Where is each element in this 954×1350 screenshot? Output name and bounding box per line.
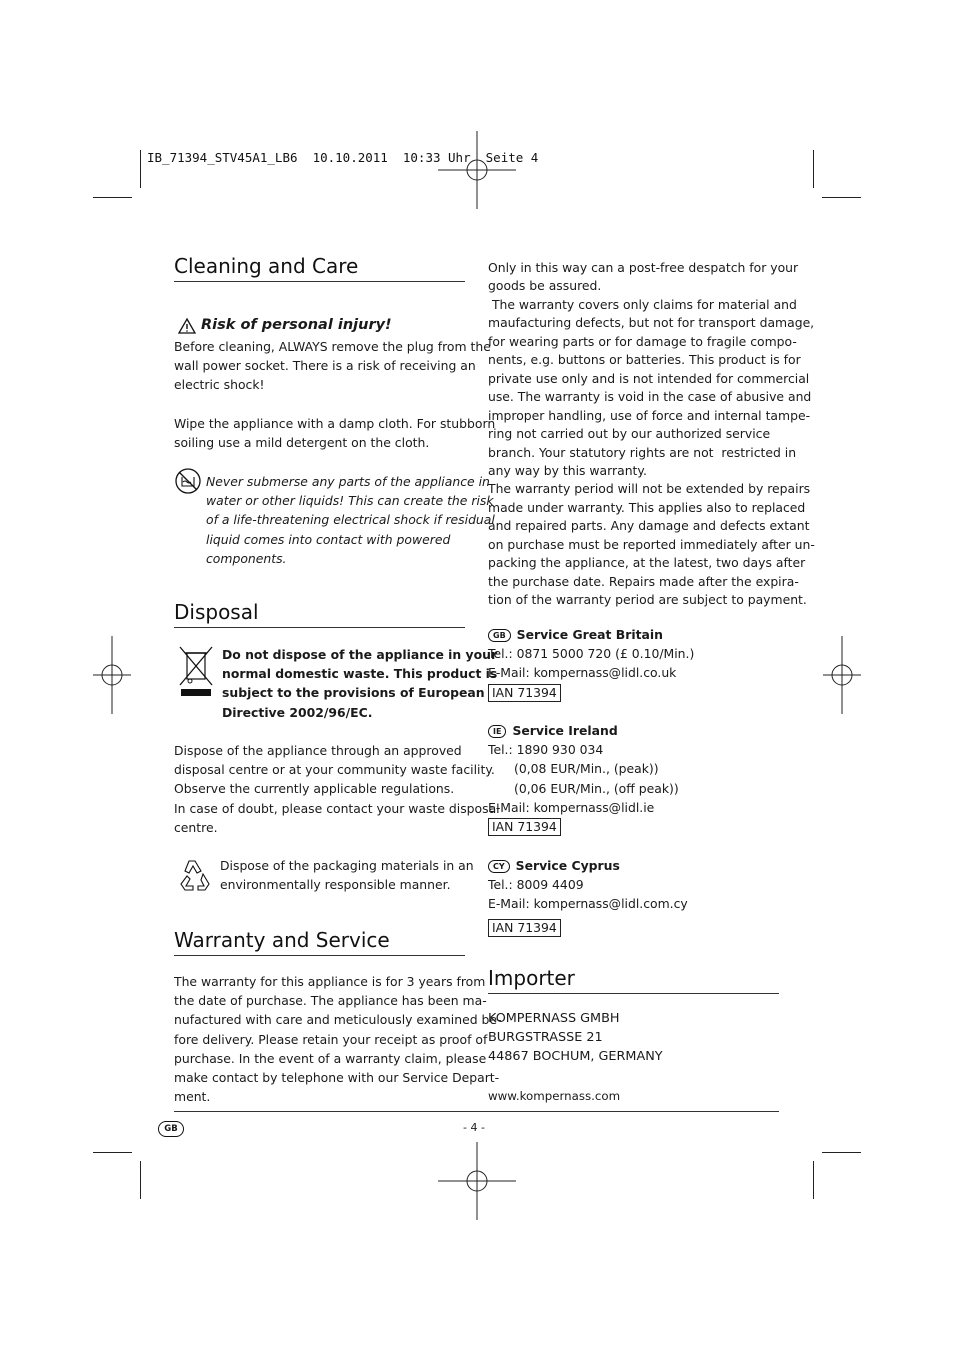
section-rule (174, 281, 465, 282)
section-rule (488, 993, 779, 994)
ian-box: IAN 71394 (488, 818, 561, 836)
crop-mark (822, 1152, 861, 1153)
cleaning-heading: Cleaning and Care (174, 254, 359, 278)
registration-mark-icon (438, 131, 516, 209)
ian-box: IAN 71394 (488, 919, 561, 937)
warning-title: Risk of personal injury! (201, 317, 392, 333)
warning-text: Before cleaning, ALWAYS remove the plug from the wall power socket. There is a risk of receiving an electric shock! (174, 339, 491, 393)
disposal-text: Dispose of the appliance through an approved disposal centre or at your community waste facility. Observe the currently applicable regulations. In case of doubt, please contact your waste disposal centre. (174, 743, 500, 835)
country-badge: GB (488, 629, 511, 642)
disposal-warning: Do not dispose of the appliance in your normal domestic waste. This product is subject to the provisions of European Directive 2002/96/EC. (222, 647, 498, 720)
wipe-text: Wipe the appliance with a damp cloth. For stubborn soiling use a mild detergent on the cloth. (174, 416, 496, 451)
warranty-continued: Only in this way can a post-free despatch for your goods be assured. The warranty covers only claims for material and maufacturing defects, but not for transport damage, for wearing parts or for damage to fragile compo- nents, e.g. buttons or batteries. This product is for private use only and is not intended for commercial use. The warranty is void in the case of abusive and improper handling, use of force and internal tampe- ring not carried out by our authorized service branch. Your statutory rights are not restricted in any way by this warranty. The warranty period will not be extended by repairs made under warranty. This applies also to replaced and repaired parts. Any damage and defects extant on purchase must be reported immediately after un- packing the appliance, at the latest, two days after the purchase date. Repairs made after the expira- tion of the warranty period are subject to payment. (488, 260, 815, 608)
disposal-heading: Disposal (174, 600, 259, 624)
warranty-heading: Warranty and Service (174, 928, 390, 952)
print-slug: IB_71394_STV45A1_LB6 10.10.2011 10:33 Uhr Seite 4 (147, 150, 539, 165)
section-rule (174, 955, 465, 956)
crop-mark (93, 1152, 132, 1153)
service-title: Service Ireland (512, 723, 618, 738)
ian-box: IAN 71394 (488, 684, 561, 702)
importer-address: KOMPERNASS GMBH BURGSTRASSE 21 44867 BOCHUM, GERMANY (488, 1011, 663, 1065)
service-gb: GB Service Great Britain Tel.: 0871 5000 720 (£ 0.10/Min.) E-Mail: kompernass@lidl.co.uk IAN 71394 (488, 627, 695, 700)
country-badge: CY (488, 860, 510, 873)
registration-mark-icon (93, 636, 131, 714)
crop-mark (822, 197, 861, 198)
service-title: Service Great Britain (516, 627, 663, 642)
registration-mark-icon (823, 636, 861, 714)
recycle-icon (176, 857, 214, 893)
service-ie: IE Service Ireland Tel.: 1890 930 034 (0,08 EUR/Min., (peak)) (0,06 EUR/Min., (off peak)) E-Mail: kompernass@lidl.ie IAN 71394 (488, 723, 679, 835)
crop-mark (93, 197, 132, 198)
packaging-text: Dispose of the packaging materials in an environmentally responsible manner. (220, 858, 474, 893)
warranty-text: The warranty for this appliance is for 3 years from the date of purchase. The appliance has been ma- nufactured with care and meticulously examined be- fore delivery. Please retain your receipt as proof of purchase. In the event of a warranty claim, please make contact by telephone with our Service Depart- ment. (174, 974, 502, 1105)
country-badge: IE (488, 725, 506, 738)
service-title: Service Cyprus (515, 858, 620, 873)
footer-rule (174, 1111, 779, 1112)
section-rule (174, 627, 465, 628)
crop-mark (140, 1161, 141, 1199)
service-cy: CY Service Cyprus Tel.: 8009 4409 E-Mail: kompernass@lidl.com.cy IAN 71394 (488, 858, 688, 935)
warning-triangle-icon (178, 318, 196, 334)
immersion-note: Never submerse any parts of the appliance in water or other liquids! This can create the risk of a life-threatening electrical shock if residual liquid comes into contact with powered components. (206, 474, 495, 566)
language-badge: GB (158, 1121, 184, 1137)
crop-mark (140, 150, 141, 188)
registration-mark-icon (438, 1142, 516, 1220)
page-number: - 4 - (463, 1121, 485, 1134)
importer-website: www.kompernass.com (488, 1089, 621, 1103)
crop-mark (813, 1161, 814, 1199)
crop-mark (813, 150, 814, 188)
crossed-wheelie-bin-icon (178, 645, 214, 697)
no-immersion-icon (174, 467, 202, 495)
importer-heading: Importer (488, 966, 575, 990)
